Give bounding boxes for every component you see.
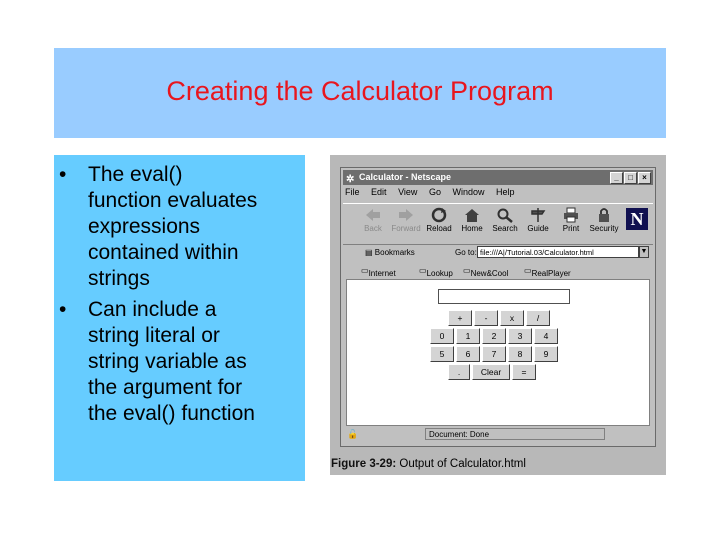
bookmarks-button[interactable] — [365, 248, 415, 257]
toolbar-label: Reload — [426, 224, 452, 233]
toolbar-label: Search — [492, 224, 518, 233]
bullet-line: function evaluates — [88, 189, 258, 212]
calc-key-6[interactable]: 6 — [456, 346, 480, 362]
bullet-marker: • — [59, 298, 67, 321]
guide-button[interactable] — [522, 207, 554, 233]
status-text: Document: Done — [425, 428, 605, 440]
toolbar-label: Print — [562, 224, 580, 233]
calc-key-divide[interactable]: / — [526, 310, 550, 326]
bullet-line: strings — [88, 267, 150, 290]
calc-key-plus[interactable]: + — [448, 310, 472, 326]
personal-link-label: New&Cool — [470, 269, 509, 278]
search-button[interactable] — [489, 207, 521, 233]
personal-link-newcool[interactable]: ▭ New&Cool — [463, 266, 509, 278]
menu-window[interactable]: Window — [452, 187, 485, 197]
calc-key-minus[interactable]: - — [474, 310, 498, 326]
calculator-display[interactable] — [438, 289, 570, 304]
bullet-line: string variable as — [88, 350, 247, 373]
calc-key-equals[interactable]: = — [512, 364, 536, 380]
security-button[interactable] — [588, 207, 620, 233]
bullet-line: string literal or — [88, 324, 220, 347]
home-button[interactable] — [456, 207, 488, 233]
menu-edit[interactable]: Edit — [371, 187, 387, 197]
toolbar-label: Back — [364, 224, 382, 233]
search-icon — [496, 207, 514, 223]
personal-link-lookup[interactable]: ▭ Lookup — [419, 266, 453, 278]
bookmarks-label: Bookmarks — [374, 248, 415, 257]
bullet-line: Can include a — [88, 298, 217, 321]
bullet-line: contained within — [88, 241, 239, 264]
figure-caption — [331, 458, 526, 470]
figure-caption-text: Output of Calculator.html — [396, 458, 526, 470]
home-icon — [463, 207, 481, 223]
bullet-panel — [54, 155, 305, 481]
bookmark-icon: ▤ — [365, 248, 373, 257]
menu-view[interactable]: View — [398, 187, 418, 197]
menu-file[interactable]: File — [345, 187, 360, 197]
browser-window — [340, 167, 656, 447]
security-lock-icon — [595, 207, 613, 223]
netscape-app-icon: ✲ — [346, 174, 355, 185]
window-title: Calculator - Netscape — [359, 172, 452, 182]
address-field[interactable]: file:///A|/Tutorial.03/Calculator.html — [477, 246, 639, 258]
personal-link-internet[interactable]: ▭ Internet — [361, 266, 396, 278]
minimize-button[interactable]: _ — [610, 172, 623, 184]
calc-key-multiply[interactable]: x — [500, 310, 524, 326]
maximize-button[interactable]: □ — [624, 172, 637, 184]
slide-title: Creating the Calculator Program — [166, 76, 554, 106]
calc-key-5[interactable]: 5 — [430, 346, 454, 362]
calc-key-3[interactable]: 3 — [508, 328, 532, 344]
menu-bar — [345, 187, 524, 201]
reload-button[interactable] — [423, 207, 455, 233]
menu-go[interactable]: Go — [428, 187, 441, 197]
toolbar-label: Guide — [527, 224, 549, 233]
location-toolbar — [343, 245, 653, 261]
bullet-marker: • — [59, 163, 67, 186]
toolbar-label: Security — [589, 224, 619, 233]
personal-link-label: Internet — [368, 269, 396, 278]
bullet-line: expressions — [88, 215, 201, 238]
print-button[interactable] — [555, 207, 587, 233]
figure-label: Figure 3-29: — [331, 458, 397, 470]
close-button[interactable]: × — [638, 172, 651, 184]
bullet-line: the eval() function — [88, 402, 255, 425]
window-titlebar — [343, 170, 653, 185]
calc-key-1[interactable]: 1 — [456, 328, 480, 344]
security-status-icon[interactable]: 🔓 — [347, 429, 359, 439]
bullet-text — [88, 297, 303, 427]
chevron-down-icon[interactable]: ▼ — [639, 246, 649, 258]
personal-toolbar — [343, 263, 653, 277]
netscape-logo: N — [626, 208, 648, 230]
navigation-toolbar — [343, 203, 653, 245]
guide-icon — [529, 207, 547, 223]
reload-icon — [430, 207, 448, 223]
figure-screenshot — [330, 155, 666, 475]
bullet-line: The eval() — [88, 163, 183, 186]
title-band — [54, 48, 666, 138]
calc-key-decimal[interactable]: . — [448, 364, 470, 380]
personal-link-realplayer[interactable]: ▭ RealPlayer — [524, 266, 571, 278]
bullet-text — [88, 162, 303, 292]
personal-link-label: RealPlayer — [531, 269, 571, 278]
toolbar-label: Forward — [391, 224, 421, 233]
back-button[interactable] — [357, 207, 389, 233]
personal-link-label: Lookup — [426, 269, 453, 278]
status-bar — [343, 427, 653, 442]
calc-key-4[interactable]: 4 — [534, 328, 558, 344]
toolbar-label: Home — [461, 224, 483, 233]
calc-key-clear[interactable]: Clear — [472, 364, 510, 380]
forward-button[interactable] — [390, 207, 422, 233]
forward-arrow-icon — [397, 207, 415, 223]
page-content — [346, 279, 650, 426]
goto-label: Go to: — [455, 248, 477, 257]
menu-help[interactable]: Help — [496, 187, 515, 197]
back-arrow-icon — [364, 207, 382, 223]
bullet-line: the argument for — [88, 376, 243, 399]
calc-key-8[interactable]: 8 — [508, 346, 532, 362]
calc-key-9[interactable]: 9 — [534, 346, 558, 362]
calc-key-2[interactable]: 2 — [482, 328, 506, 344]
print-icon — [562, 207, 580, 223]
calc-key-0[interactable]: 0 — [430, 328, 454, 344]
calc-key-7[interactable]: 7 — [482, 346, 506, 362]
